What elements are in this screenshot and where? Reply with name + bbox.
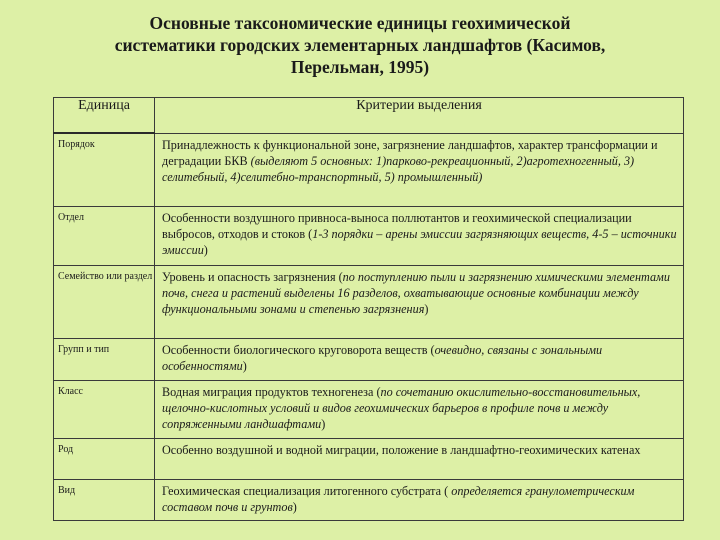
header-criteria: Критерии выделения [155,98,684,134]
criteria-note: очевидно, связаны с зональными особенностями [162,342,603,373]
criteria-cell [155,133,684,206]
criteria-main: Особенности биологического круговорота веществ ( [162,342,435,357]
criteria-note: по сочетанию окислительно-восстановительных, щелочно-кислотных условий и видов геохимических барьеров в профиле почв и между сопряженными ландшафтами [162,384,641,432]
criteria-cell [155,479,684,520]
unit-cell: Порядок [54,133,155,206]
criteria-tail: ) [242,358,247,373]
criteria-note: по поступлению пыли и загрязнению химическими элементами почв, снега и растений выделены 16 разделов, охватывающие основные комбинации между функциональными зонами и степенью загрязнения [162,269,670,317]
table-row [54,206,684,265]
criteria-tail: ) [292,499,297,514]
criteria-note: определяется гранулометрическим составом почв и грунтов [162,483,635,514]
unit-cell: Вид [54,479,155,520]
criteria-tail: ) [203,243,208,258]
header-unit: Единица [54,98,155,134]
criteria-main: Геохимическая специализация литогенного субстрата ( [162,483,452,498]
table-row [54,265,684,338]
table-row [54,438,684,479]
unit-cell: Класс [54,380,155,438]
criteria-cell [155,380,684,438]
criteria-note: (выделяют 5 основных: 1)парково-рекреационный, 2)агротехногенный, 3) селитебный, 4)селитебно-транспортный, 5) промышленный) [162,153,635,185]
table-row [54,133,684,206]
unit-cell: Род [54,438,155,479]
page-title [60,12,660,78]
criteria-cell [155,438,684,479]
table-row [54,380,684,438]
table-row [54,338,684,380]
unit-cell: Групп и тип [54,338,155,380]
criteria-cell [155,265,684,338]
criteria-tail: ) [424,302,429,317]
criteria-main: Особенно воздушной и водной миграции, положение в ландшафтно-геохимических катенах [162,442,641,457]
criteria-main: Принадлежность к функциональной зоне, загрязнение ландшафтов, характер трансформации и деградации БКВ [162,137,658,168]
unit-cell: Отдел [54,206,155,265]
criteria-note: 1-3 порядки – арены эмиссии загрязняющих веществ, 4-5 – источники эмиссии [162,226,677,258]
table-header-row [54,98,684,134]
title-line-2: систематики городских элементарных ландшафтов (Касимов, [114,35,606,55]
criteria-cell [155,206,684,265]
criteria-main: Водная миграция продуктов техногенеза ( [162,384,381,399]
criteria-cell [155,338,684,380]
title-line-3: Перельман, 1995) [290,57,430,77]
criteria-tail: ) [321,417,326,432]
criteria-main: Уровень и опасность загрязнения ( [162,269,343,284]
unit-cell: Семейство или раздел [54,265,155,338]
title-line-1: Основные таксономические единицы геохимической [149,13,571,33]
criteria-main: Особенности воздушного привноса-выноса поллютантов и геохимической специализации выбросов, отходов и стоков ( [162,210,632,241]
table-row [54,479,684,520]
taxonomy-table [53,97,684,521]
